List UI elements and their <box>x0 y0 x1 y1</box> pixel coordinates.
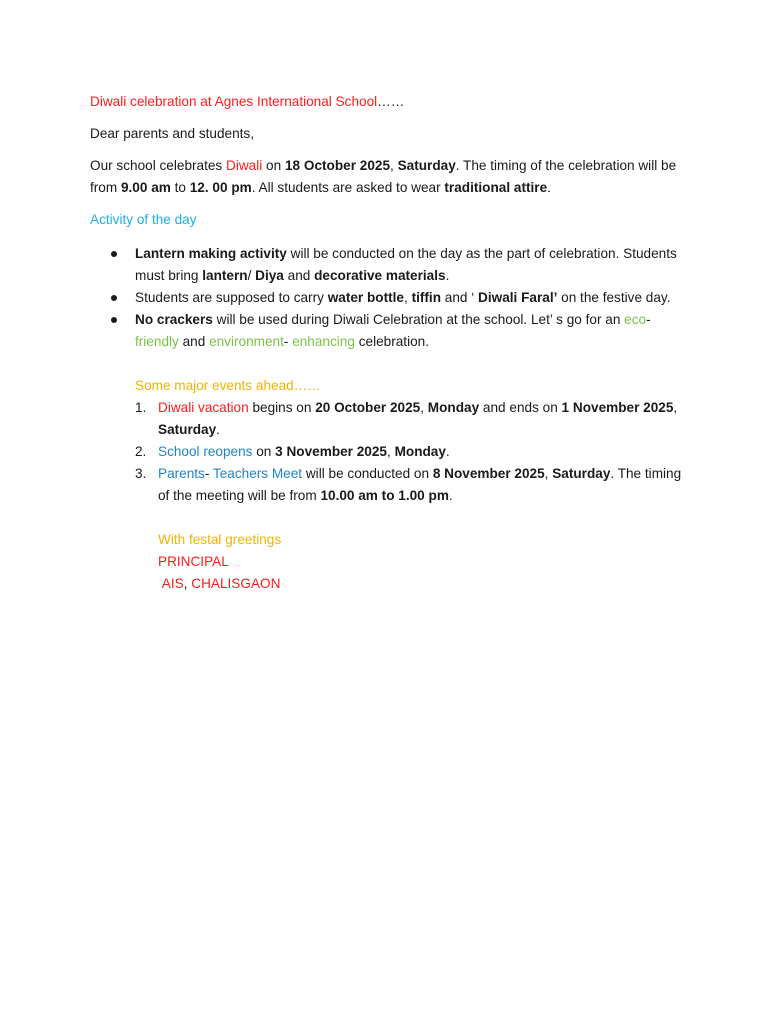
start-time: 9.00 am <box>120 180 171 195</box>
celebration-day: Saturday <box>397 158 456 173</box>
signer-role: PRINCIPAL <box>158 554 229 569</box>
events-heading: Some major events ahead…… <box>135 378 321 393</box>
list-item: 3. Parents- Teachers Meet will be conducted on 8 November 2025, Saturday. The timing of the meeting will be from 10.00 am to 1.00 pm. <box>90 463 682 507</box>
attire: traditional attire <box>444 180 548 195</box>
list-item: No crackers will be used during Diwali Celebration at the school. Let’ s go for an eco- friendly and environment- enhancing celebration. <box>90 309 682 353</box>
title-dots: …… <box>377 94 405 109</box>
events-list <box>90 397 682 507</box>
intro-paragraph: Our school celebrates Diwali on 18 October 2025, Saturday. The timing of the celebration will be from 9.00 am to 12. 00 pm. All students are asked to wear traditional attire. <box>90 158 677 195</box>
list-item: Lantern making activity will be conducted on the day as the part of celebration. Students must bring lantern/ Diya and decorative materials. <box>90 243 682 287</box>
activity-list <box>90 243 682 353</box>
list-item: Students are supposed to carry water bottle, tiffin and ‘ Diwali Faral’ on the festive day. <box>90 287 682 309</box>
notice-title <box>90 91 682 113</box>
signer-school: AIS, CHALISGAON <box>161 576 281 591</box>
notice-body <box>90 91 682 595</box>
end-time: 12. 00 pm <box>189 180 252 195</box>
bullet-icon <box>111 251 117 257</box>
greeting: Dear parents and students, <box>90 126 254 141</box>
celebration-date: 18 October 2025 <box>284 158 391 173</box>
list-number: 1. <box>135 400 147 415</box>
list-number: 2. <box>135 444 147 459</box>
activity-heading: Activity of the day <box>90 212 197 227</box>
list-item: 1. Diwali vacation begins on 20 October 2025, Monday and ends on 1 November 2025, Saturday. <box>90 397 682 441</box>
diwali-word: Diwali <box>226 158 263 173</box>
bullet-icon <box>111 295 117 301</box>
title-text: Diwali celebration at Agnes International School <box>90 94 378 109</box>
bullet-icon <box>111 317 117 323</box>
signature-block <box>90 529 682 595</box>
list-number: 3. <box>135 466 147 481</box>
closing-greeting: With festal greetings <box>158 532 282 547</box>
list-item: 2. School reopens on 3 November 2025, Monday. <box>90 441 682 463</box>
